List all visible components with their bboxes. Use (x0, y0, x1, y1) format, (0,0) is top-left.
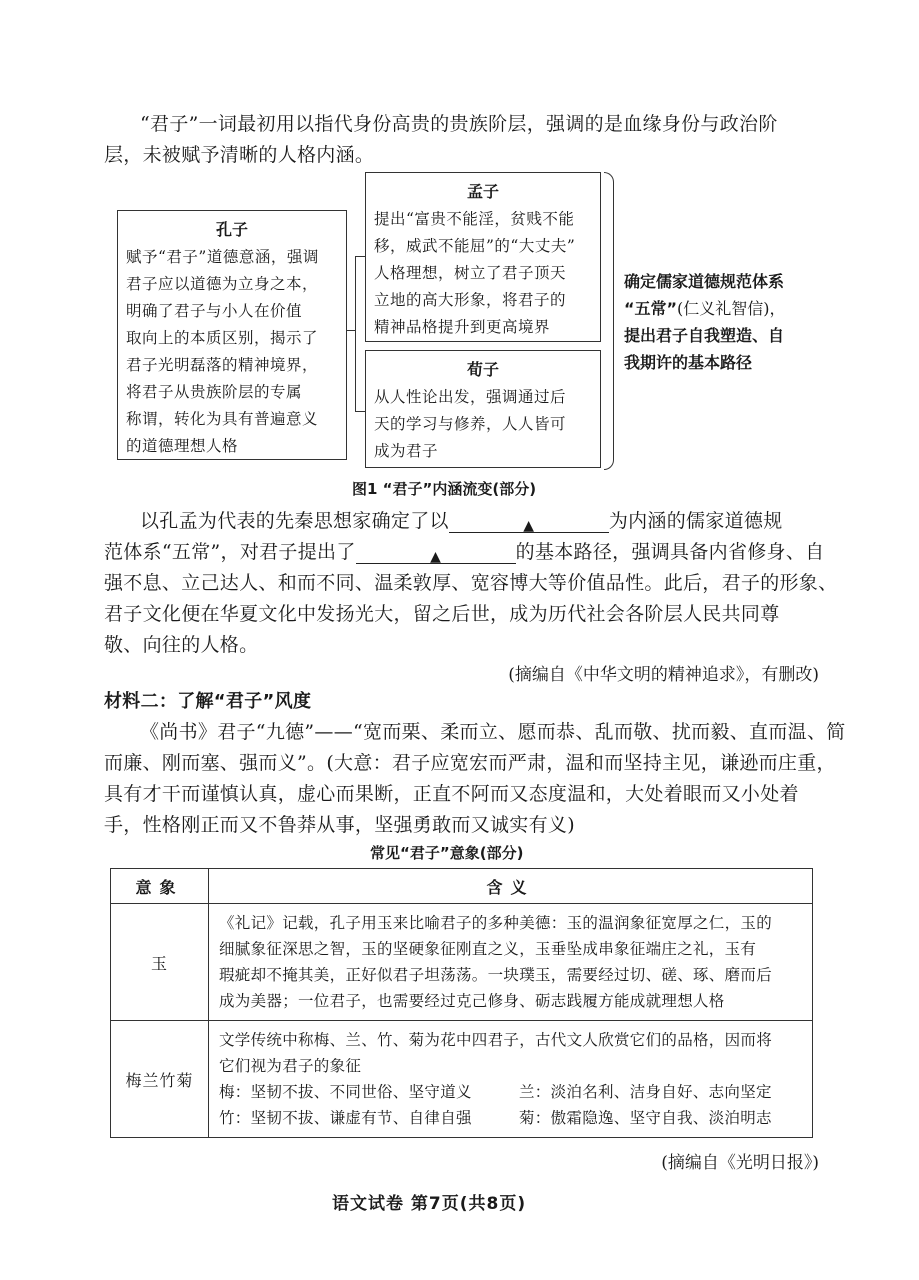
fill-line-5: 敬、向往的人格。 (104, 634, 259, 656)
side-line-4: 我期许的基本路径 (624, 353, 753, 372)
fill-text: 以孔孟为代表的先秦思想家确定了以 (140, 510, 449, 532)
meaning-pair (219, 1079, 802, 1105)
meaning-line: 成为美器；一位君子，也需要经过克己修身、砺志践履方能成就理想人格 (219, 992, 725, 1010)
mengzi-text (366, 206, 600, 341)
mengzi-line: 提出“富贵不能淫，贫贱不能 (374, 210, 575, 228)
side-wuchang-detail: (仁义礼智信)， (677, 299, 786, 318)
kongzi-line: 的道德理想人格 (126, 437, 239, 455)
material2-line-3: 具有才干而谨慎认真，虚心而果断，正直不阿而又态度温和，大处着眼而又小处着 (104, 783, 799, 805)
meaning-line: 瑕疵却不掩其美，正好似君子坦荡荡。一块璞玉，需要经过切、磋、琢、磨而后 (219, 966, 773, 984)
side-line-2 (624, 295, 786, 322)
mengzi-box (365, 172, 601, 342)
right-brace (604, 172, 614, 470)
side-summary (624, 268, 786, 376)
header-meaning: 含义 (209, 869, 813, 904)
connector-horizontal (347, 330, 355, 331)
header-imagery: 意象 (111, 869, 209, 904)
answer-blank-1[interactable] (449, 512, 609, 533)
plum-meaning: 梅：坚韧不拔、不同世俗、坚守道义 (219, 1083, 472, 1101)
table-row (111, 1021, 813, 1138)
meaning-line: 它们视为君子的象征 (219, 1057, 362, 1075)
fill-text: 的基本路径，强调具备内省修身、自 (515, 541, 825, 563)
kongzi-line: 取向上的本质区别，揭示了 (126, 329, 319, 347)
table-caption: 常见“君子”意象(部分) (370, 844, 524, 862)
kongzi-box (117, 210, 347, 460)
fill-line-2 (104, 540, 824, 564)
side-line-1: 确定儒家道德规范体系 (624, 272, 785, 291)
kongzi-title: 孔子 (215, 220, 248, 239)
material2-heading: 材料二：了解“君子”风度 (104, 691, 312, 712)
blank-marker: ▲ (430, 549, 442, 565)
source-note-2: (摘编自《光明日报》) (661, 1153, 819, 1173)
kongzi-line: 称谓，转化为具有普遍意义 (126, 410, 319, 428)
mengzi-line: 精神品格提升到更高境界 (374, 318, 551, 336)
kongzi-line: 赋予“君子”道德意涵，强调 (126, 248, 319, 266)
side-wuchang: “五常” (624, 299, 678, 318)
imagery-four-gentlemen: 梅兰竹菊 (111, 1021, 209, 1138)
bamboo-meaning: 竹：坚韧不拔、谦虚有节、自律自强 (219, 1109, 472, 1127)
imagery-table (110, 868, 813, 1138)
mengzi-title: 孟子 (466, 182, 499, 201)
meaning-four-gentlemen (209, 1021, 813, 1138)
kongzi-line: 明确了君子与小人在价值 (126, 302, 303, 320)
kongzi-text (118, 244, 346, 460)
page-footer: 语文试卷 第7页(共8页) (332, 1194, 527, 1214)
intro-line-1: “君子”一词最初用以指代身份高贵的贵族阶层，强调的是血缘身份与政治阶 (140, 113, 778, 135)
connector-to-xunzi (355, 411, 365, 412)
connector-vertical (355, 256, 356, 412)
fill-text: 为内涵的儒家道德规 (608, 510, 783, 532)
meaning-line: 细腻象征深思之智，玉的坚硬象征刚直之义，玉垂坠成串象征端庄之礼，玉有 (219, 940, 757, 958)
connector-to-mengzi (355, 256, 365, 257)
xunzi-line: 天的学习与修养，人人皆可 (374, 415, 567, 433)
xunzi-box (365, 350, 601, 468)
kongzi-line: 将君子从贵族阶层的专属 (126, 383, 303, 401)
fill-line-3: 强不息、立己达人、和而不同、温柔敦厚、宽容博大等价值品性。此后，君子的形象、 (104, 572, 838, 594)
intro-line-2: 层，未被赋予清晰的人格内涵。 (104, 144, 375, 166)
fill-text: 范体系“五常”，对君子提出了 (104, 541, 356, 563)
xunzi-text (366, 384, 600, 465)
material2-line-2: 而廉、刚而塞、强而义”。(大意：君子应宽宏而严肃，温和而坚持主见，谦逊而庄重， (104, 752, 836, 774)
table-header-row (111, 869, 813, 904)
figure-caption: 图1 “君子”内涵流变(部分) (352, 480, 537, 498)
material2-line-4: 手，性格刚正而又不鲁莽从事，坚强勇敢而又诚实有义) (104, 814, 575, 836)
fill-line-4: 君子文化便在华夏文化中发扬光大，留之后世，成为历代社会各阶层人民共同尊 (104, 603, 780, 625)
xunzi-line: 成为君子 (374, 442, 439, 460)
source-note-1: (摘编自《中华文明的精神追求》，有删改) (508, 665, 819, 685)
meaning-line: 《礼记》记载，孔子用玉来比喻君子的多种美德：玉的温润象征宽厚之仁，玉的 (219, 914, 773, 932)
imagery-jade: 玉 (111, 904, 209, 1021)
table-row (111, 904, 813, 1021)
meaning-jade (209, 904, 813, 1021)
orchid-meaning: 兰：淡泊名利、洁身自好、志向坚定 (519, 1083, 772, 1101)
mengzi-line: 移，威武不能屈”的“大丈夫” (374, 237, 576, 255)
material2-line-1: 《尚书》君子“九德”——“宽而栗、柔而立、愿而恭、乱而敬、扰而毅、直而温、简 (140, 721, 846, 743)
fill-line-1 (140, 509, 783, 533)
side-line-3: 提出君子自我塑造、自 (624, 326, 785, 345)
chrysanthemum-meaning: 菊：傲霜隐逸、坚守自我、淡泊明志 (519, 1109, 772, 1127)
meaning-line: 文学传统中称梅、兰、竹、菊为花中四君子，古代文人欣赏它们的品格，因而将 (219, 1031, 773, 1049)
blank-marker: ▲ (523, 518, 535, 534)
xunzi-line: 从人性论出发，强调通过后 (374, 388, 567, 406)
mengzi-line: 人格理想，树立了君子顶天 (374, 264, 567, 282)
xunzi-title: 荀子 (466, 360, 499, 379)
kongzi-line: 君子光明磊落的精神境界， (126, 356, 319, 374)
mengzi-line: 立地的高大形象，将君子的 (374, 291, 567, 309)
kongzi-line: 君子应以道德为立身之本， (126, 275, 319, 293)
meaning-pair (219, 1105, 802, 1131)
answer-blank-2[interactable] (356, 543, 516, 564)
